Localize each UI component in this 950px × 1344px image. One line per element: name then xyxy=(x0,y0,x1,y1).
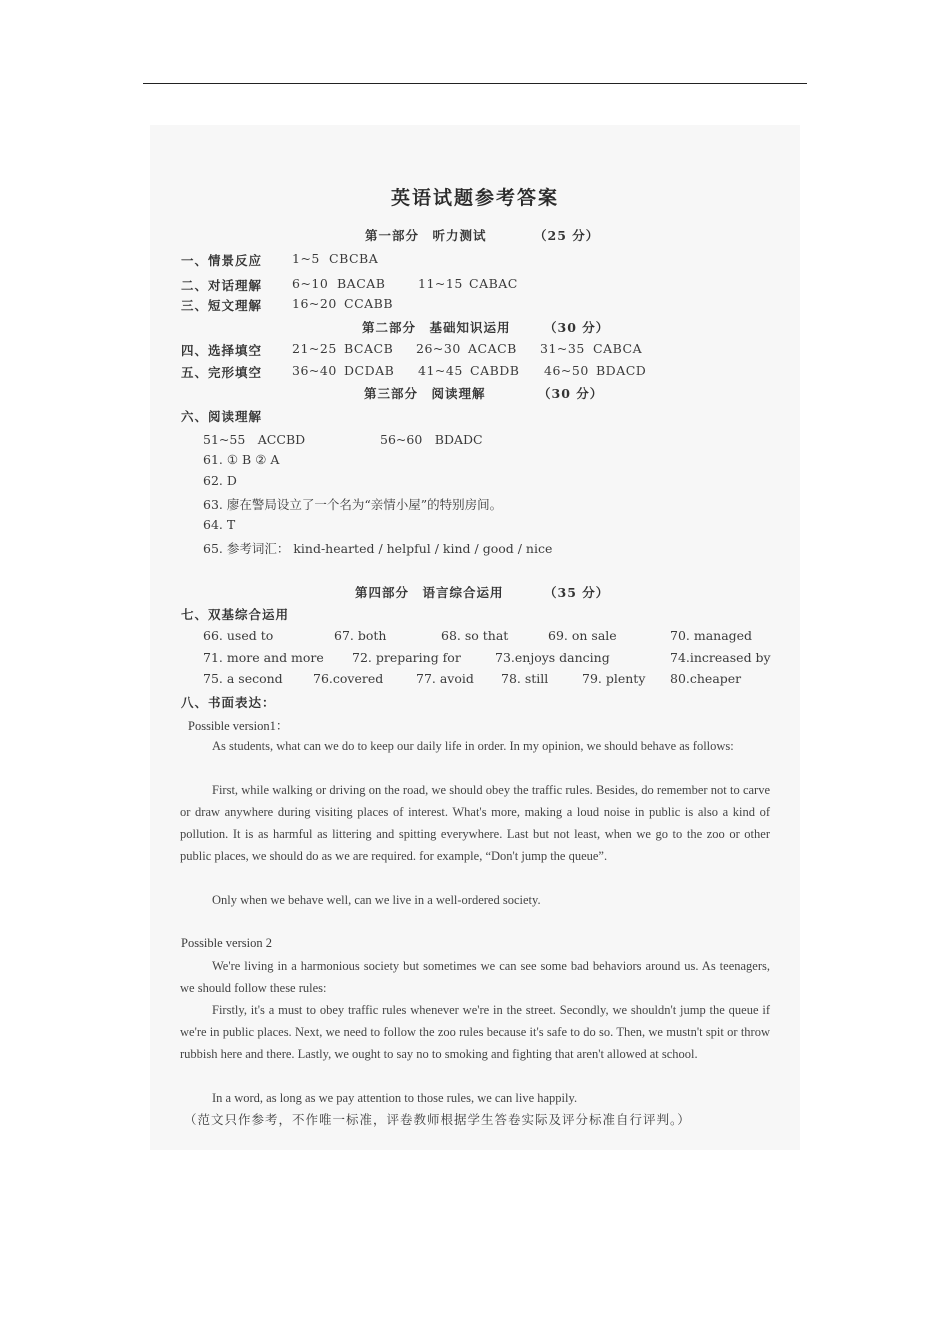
answers: CABCA xyxy=(593,341,643,356)
range: 11~15 xyxy=(418,276,463,291)
row-label: 五、完形填空 xyxy=(181,365,263,380)
part3-score: （30 分） xyxy=(538,386,604,401)
essay-paragraph: First, while walking or driving on the road, we should obey the traffic rules. Besides, do remember not to carve or draw anywhere during visiting places of interest. What's more, making a loud noise in public is also a kind of pollution. It is as harmful as littering and spitting everywhere. Last but not least, when we go to the zoo or other public places, we should do as we are required. for example, “Don't jump the queue”. xyxy=(180,783,770,863)
answer-item: 76.covered xyxy=(313,671,384,686)
answers: CCABB xyxy=(344,296,394,311)
section6-label: 六、阅读理解 xyxy=(181,409,263,424)
answer-item: 80.cheaper xyxy=(670,671,742,686)
essay-paragraph: In a word, as long as we pay attention to those rules, we can live happily. xyxy=(212,1091,578,1105)
range: 21~25 xyxy=(292,341,337,356)
answer-item: 78. still xyxy=(501,671,549,686)
range: 41~45 xyxy=(418,363,463,378)
answer-item: 73.enjoys dancing xyxy=(495,650,610,665)
part1-heading: 第一部分 听力测试 xyxy=(365,228,487,243)
essay-paragraph: Only when we behave well, can we live in a well-ordered society. xyxy=(212,893,541,907)
answer-item: 71. more and more xyxy=(203,650,324,665)
row-label: 三、短文理解 xyxy=(181,298,263,313)
answer-item: 69. on sale xyxy=(548,628,617,643)
answers: CABAC xyxy=(469,276,518,291)
answers: BACAB xyxy=(337,276,386,291)
row-label: 一、情景反应 xyxy=(181,253,263,268)
answer-item: 70. managed xyxy=(670,628,753,643)
answer-item: 75. a second xyxy=(203,671,283,686)
part2-heading: 第二部分 基础知识运用 xyxy=(362,320,511,335)
part4-heading: 第四部分 语言综合运用 xyxy=(355,585,504,600)
answer-item: 77. avoid xyxy=(416,671,474,686)
part4-score: （35 分） xyxy=(544,585,610,600)
answers: CBCBA xyxy=(329,251,379,266)
answers: DCDAB xyxy=(344,363,395,378)
range: 16~20 xyxy=(292,296,337,311)
answer-item: 79. plenty xyxy=(582,671,646,686)
answer-line: 56~60 BDADC xyxy=(380,432,483,447)
answer-item: 72. preparing for xyxy=(352,650,461,665)
answer-item: 66. used to xyxy=(203,628,274,643)
answers: BCACB xyxy=(344,341,394,356)
answer-line: 63. 廖在警局设立了一个名为“亲情小屋”的特别房间。 xyxy=(203,497,503,512)
range: 6~10 xyxy=(292,276,329,291)
part2-score: （30 分） xyxy=(544,320,610,335)
answer-item: 68. so that xyxy=(441,628,509,643)
row-label: 二、对话理解 xyxy=(181,278,263,293)
answer-line: 51~55 ACCBD xyxy=(203,432,306,447)
answers: CABDB xyxy=(470,363,520,378)
essay-paragraph: We're living in a harmonious society but sometimes we can see some bad behaviors around us. As teenagers, we should follow these rules: xyxy=(180,959,770,995)
range: 31~35 xyxy=(540,341,585,356)
answer-line: 64. T xyxy=(203,517,236,532)
grading-note: （范文只作参考，不作唯一标准，评卷教师根据学生答卷实际及评分标准自行评判。） xyxy=(184,1112,691,1127)
answers: BDACD xyxy=(596,363,647,378)
answer-line: 65. 参考词汇： kind-hearted / helpful / kind / good / nice xyxy=(203,541,553,556)
range: 1~5 xyxy=(292,251,320,266)
part3-heading: 第三部分 阅读理解 xyxy=(364,386,486,401)
essay-paragraph: Firstly, it's a must to obey traffic rules whenever we're in the street. Secondly, we shouldn't jump the queue if we're in public places. Next, we need to follow the zoo rules because it's safe to do so. Then, we mustn't spit or throw rubbish here and there. Lastly, we ought to say no to smoking and fighting that aren't allowed at school. xyxy=(180,1003,770,1061)
part1-score: （25 分） xyxy=(534,228,600,243)
section8-label: 八、书面表达： xyxy=(181,695,276,710)
range: 36~40 xyxy=(292,363,337,378)
top-rule xyxy=(143,83,807,84)
range: 26~30 xyxy=(416,341,461,356)
essay-paragraph: As students, what can we do to keep our daily life in order. In my opinion, we should behave as follows: xyxy=(212,739,734,753)
answer-item: 74.increased by xyxy=(670,650,771,665)
version1-label: Possible version1： xyxy=(188,719,289,733)
answers: ACACB xyxy=(468,341,517,356)
section7-label: 七、双基综合运用 xyxy=(181,607,290,622)
row-label: 四、选择填空 xyxy=(181,343,263,358)
answer-line: 61. ① B ② A xyxy=(203,452,280,467)
answer-item: 67. both xyxy=(334,628,387,643)
page-title: 英语试题参考答案 xyxy=(390,187,559,209)
version2-label: Possible version 2 xyxy=(181,936,272,950)
answer-line: 62. D xyxy=(203,473,237,488)
range: 46~50 xyxy=(544,363,589,378)
